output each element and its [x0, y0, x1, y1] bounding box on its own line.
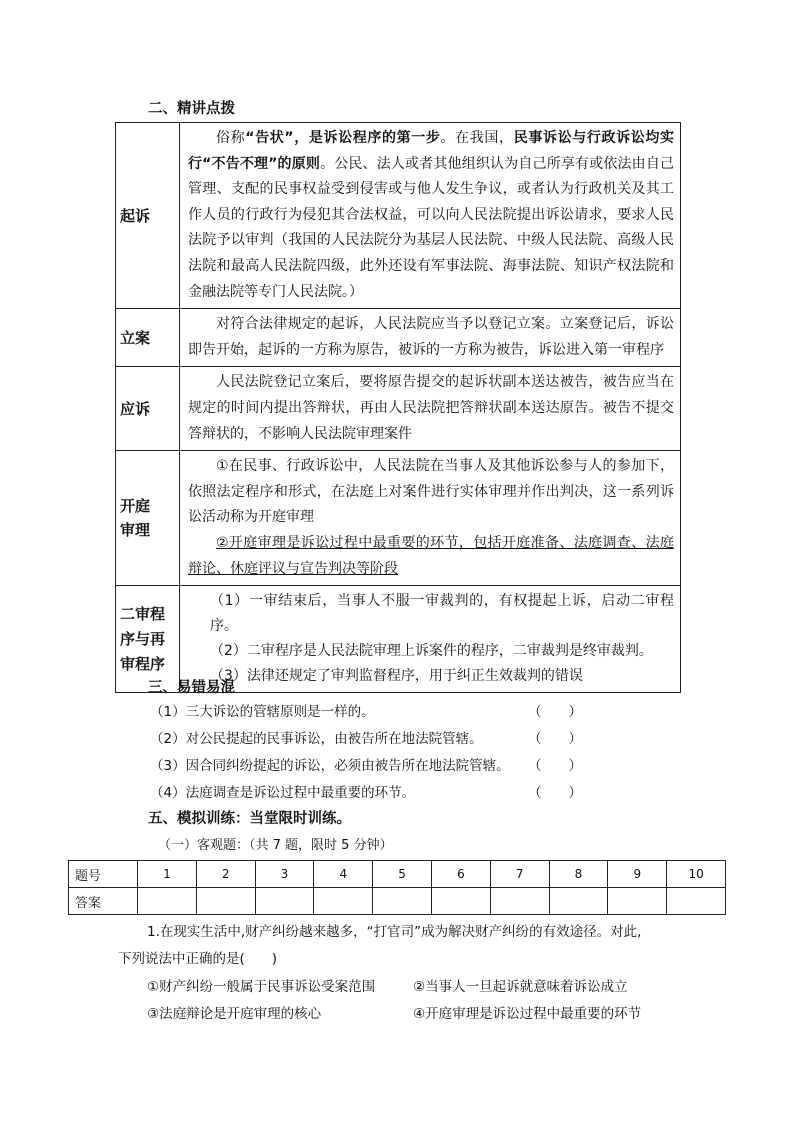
knowledge-table [115, 122, 681, 693]
grid-number: 7 [490, 861, 549, 888]
grid-answer-cell[interactable] [255, 888, 314, 915]
section-heading-5: 五、模拟训练：当堂限时训练。 [148, 811, 351, 827]
section-heading-2: 二、精讲点拨 [148, 101, 235, 117]
grid-answer-cell[interactable] [667, 888, 726, 915]
qisu-bold-1: “告状”，是诉讼程序的第一步 [245, 130, 441, 146]
grid-answer-cell[interactable] [431, 888, 490, 915]
mistake-item-2: （2）对公民提起的民事诉讼，由被告所在地法院管辖。 [150, 731, 483, 747]
grid-number: 3 [255, 861, 314, 888]
qisu-mid: 。在我国， [440, 130, 514, 146]
qisu-bold-2: 民事诉讼与行政诉讼均实行“不告不理”的原则 [188, 130, 675, 172]
ershen-line-1: （1）一审结束后，当事人不服一审裁判的，有权提起上诉，启动二审程序。 [210, 593, 674, 635]
row-label-kaiting [116, 451, 180, 586]
q1-stem-line-1: 1.在现实生活中,财产纠纷越来越多，“打官司”成为解决财产纠纷的有效途径。对此, [147, 924, 642, 940]
grid-number: 5 [373, 861, 432, 888]
qisu-rest: 。公民、法人或者其他组织认为自己所享有或依法由自己管理、支配的民事权益受到侵害或与他人发生争议，或者认为行政机关及其工作人员的行政行为侵犯其合法权益，可以向人民法院提出诉讼请求，要求人民法院予以审判（我国的人民法院分为基层人民法院、中级人民法院、高级人民法院和最高人民法院四级，此外还设有军事法院、海事法院、知识产权法院和金融法院等专门人民法院。） [188, 155, 675, 300]
grid-number: 2 [196, 861, 255, 888]
row-text-lian [180, 309, 681, 367]
grid-number: 1 [138, 861, 197, 888]
grid-answer-cell[interactable] [608, 888, 667, 915]
row-label-qisu: 起诉 [116, 123, 180, 309]
grid-number: 6 [431, 861, 490, 888]
q1-option-2[interactable]: ②当事人一旦起诉就意味着诉讼成立 [413, 979, 628, 995]
q1-option-4[interactable]: ④开庭审理是诉讼过程中最重要的环节 [413, 1006, 642, 1022]
grid-label-answer: 答案 [69, 888, 138, 915]
ershen-label-1: 二审程 [120, 604, 166, 623]
q1-option-1[interactable]: ①财产纠纷一般属于民事诉讼受案范围 [147, 979, 376, 995]
answer-grid [68, 860, 726, 915]
grid-answer-cell[interactable] [549, 888, 608, 915]
qisu-pre: 俗称 [216, 130, 246, 146]
row-label-yingsu: 应诉 [116, 367, 180, 451]
kaiting-label-1: 开庭 [120, 497, 151, 516]
grid-answer-cell[interactable] [196, 888, 255, 915]
answer-paren-1[interactable]: （ ） [528, 704, 582, 720]
ershen-label-3: 审程序 [120, 654, 166, 673]
row-text-ershen [180, 586, 681, 693]
objective-subheading: （一）客观题：（共 7 题，限时 5 分钟） [158, 838, 393, 853]
grid-answer-cell[interactable] [490, 888, 549, 915]
answer-grid-row-answers [69, 888, 726, 915]
grid-answer-cell[interactable] [138, 888, 197, 915]
mistake-item-3: （3）因合同纠纷提起的诉讼，必须由被告所在地法院管辖。 [150, 758, 510, 774]
table-row-kaiting [116, 451, 681, 586]
mistake-item-1: （1）三大诉讼的管辖原则是一样的。 [150, 704, 375, 720]
q1-stem-line-2: 下列说法中正确的是( ) [118, 951, 278, 967]
row-label-lian: 立案 [116, 309, 180, 367]
answer-paren-2[interactable]: （ ） [528, 731, 582, 747]
grid-number: 9 [608, 861, 667, 888]
kaiting-p1: ①在民事、行政诉讼中，人民法院在当事人及其他诉讼参与人的参加下，依照法定程序和形式，在法庭上对案件进行实体审理并作出判决，这一系列诉讼活动称为开庭审理 [188, 458, 674, 526]
kaiting-label-2: 审理 [120, 521, 151, 540]
row-text-qisu [180, 123, 681, 309]
kaiting-p2: ②开庭审理是诉讼过程中最重要的环节，包括开庭准备、法庭调查、法庭辩论、休庭评议与宣告判决等阶段 [188, 534, 674, 577]
table-row-lian [116, 309, 681, 367]
mistake-item-4: （4）法庭调查是诉讼过程中最重要的环节。 [150, 785, 416, 801]
q1-option-3[interactable]: ③法庭辩论是开庭审理的核心 [147, 1006, 322, 1022]
grid-number: 8 [549, 861, 608, 888]
ershen-line-2: （2）二审程序是人民法院审理上诉案件的程序，二审裁判是终审裁判。 [210, 643, 653, 660]
lian-text: 对符合法律规定的起诉，人民法院应当予以登记立案。立案登记后，诉讼即告开始，起诉的一方称为原告，被诉的一方称为被告，诉讼进入第一审程序 [188, 316, 674, 358]
ershen-label-2: 序与再 [120, 629, 166, 648]
grid-answer-cell[interactable] [314, 888, 373, 915]
table-row-qisu [116, 123, 681, 309]
grid-label-number: 题号 [69, 861, 138, 888]
table-row-yingsu [116, 367, 681, 451]
answer-paren-3[interactable]: （ ） [528, 758, 582, 774]
grid-number: 10 [667, 861, 726, 888]
grid-answer-cell[interactable] [373, 888, 432, 915]
row-text-yingsu [180, 367, 681, 451]
section-heading-3: 三、易错易混 [148, 680, 235, 696]
yingsu-text: 人民法院登记立案后，要将原告提交的起诉状副本送达被告，被告应当在规定的时间内提出答辩状，再由人民法院把答辩状副本送达原告。被告不提交答辩状的，不影响人民法院审理案件 [188, 374, 674, 442]
answer-grid-row-numbers [69, 861, 726, 888]
answer-paren-4[interactable]: （ ） [528, 785, 582, 801]
ershen-line-3: （3）法律还规定了审判监督程序，用于纠正生效裁判的错误 [210, 668, 583, 685]
grid-number: 4 [314, 861, 373, 888]
row-text-kaiting [180, 451, 681, 586]
